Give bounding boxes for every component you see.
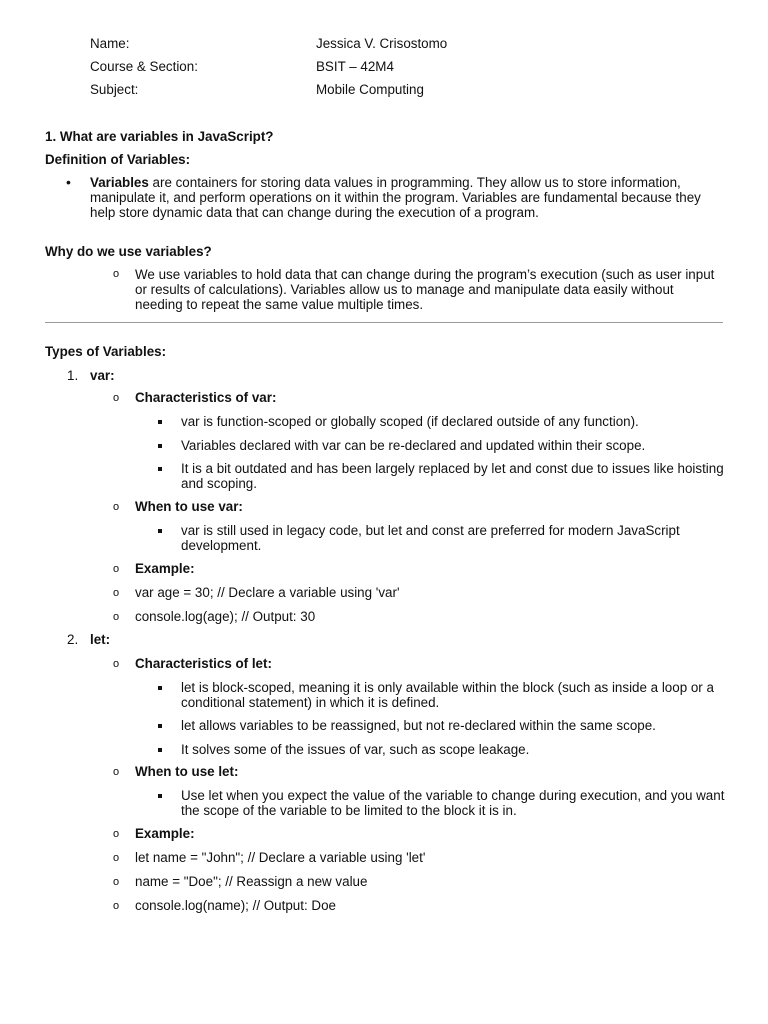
course-value: BSIT – 42M4 — [316, 59, 394, 74]
let-example-line: let name = "John"; // Declare a variable using 'let' — [135, 850, 426, 865]
why-paragraph: We use variables to hold data that can change during the program’s execution (such as user input or results of calculations). Variables allow us to manage and manipulate data easily without needing to repeat the same value multiple times. — [135, 267, 715, 312]
circle-bullet: o — [113, 766, 120, 778]
let-char-item: let allows variables to be reassigned, but not re-declared within the same scope. — [181, 718, 656, 733]
let-char-item: It solves some of the issues of var, such as scope leakage. — [181, 742, 530, 757]
circle-bullet: o — [113, 611, 120, 623]
var-char-item: var is function-scoped or globally scoped (if declared outside of any function). — [181, 414, 639, 429]
circle-bullet: o — [113, 900, 120, 912]
let-example-heading: Example: — [135, 826, 195, 841]
definition-text: are containers for storing data values in programming. They allow us to store information, manipulate it, and perform operations on it within the program. Variables are fundamental because they help store dynamic data that can change during the execution of a program. — [90, 175, 701, 220]
circle-bullet: o — [113, 828, 120, 840]
var-char-item: Variables declared with var can be re-declared and updated within their scope. — [181, 438, 646, 453]
var-when-heading: When to use var: — [135, 499, 243, 514]
let-when-item: Use let when you expect the value of the variable to change during execution, and you want the scope of the variable to be limited to the block it is in. — [181, 788, 725, 818]
circle-bullet: o — [113, 392, 120, 404]
var-characteristics-heading: Characteristics of var: — [135, 390, 277, 405]
circle-bullet: o — [113, 658, 120, 670]
var-example-line: var age = 30; // Declare a variable using 'var' — [135, 585, 400, 600]
definition-term: Variables — [90, 175, 149, 190]
var-number: 1. — [67, 368, 79, 383]
var-char-item: It is a bit outdated and has been largely replaced by let and const due to issues like hoisting and scoping. — [181, 461, 724, 491]
circle-bullet: o — [113, 852, 120, 864]
let-characteristics-heading: Characteristics of let: — [135, 656, 272, 671]
definition-heading: Definition of Variables: — [45, 152, 191, 167]
square-bullet — [158, 420, 162, 424]
let-when-heading: When to use let: — [135, 764, 239, 779]
circle-bullet: o — [113, 268, 120, 280]
square-bullet — [158, 444, 162, 448]
let-example-line: name = "Doe"; // Reassign a new value — [135, 874, 368, 889]
var-when-item: var is still used in legacy code, but let and const are preferred for modern JavaScript development. — [181, 523, 680, 553]
circle-bullet: o — [113, 587, 120, 599]
let-label: let: — [90, 632, 111, 647]
let-example-line: console.log(name); // Output: Doe — [135, 898, 336, 913]
course-label: Course & Section: — [90, 59, 198, 74]
square-bullet — [158, 529, 162, 533]
let-char-item: let is block-scoped, meaning it is only available within the block (such as inside a loop or a conditional statement) in which it is defined. — [181, 680, 714, 710]
circle-bullet: o — [113, 501, 120, 513]
subject-value: Mobile Computing — [316, 82, 424, 97]
circle-bullet: o — [113, 876, 120, 888]
square-bullet — [158, 724, 162, 728]
square-bullet — [158, 794, 162, 798]
square-bullet — [158, 467, 162, 471]
types-heading: Types of Variables: — [45, 344, 167, 359]
subject-label: Subject: — [90, 82, 139, 97]
var-example-line: console.log(age); // Output: 30 — [135, 609, 316, 624]
name-value: Jessica V. Crisostomo — [316, 36, 448, 51]
let-number: 2. — [67, 632, 79, 647]
square-bullet — [158, 748, 162, 752]
definition-paragraph — [90, 175, 724, 220]
circle-bullet: o — [113, 563, 120, 575]
name-label: Name: — [90, 36, 130, 51]
var-label: var: — [90, 368, 115, 383]
disc-bullet: • — [66, 174, 71, 190]
why-heading: Why do we use variables? — [45, 244, 212, 259]
square-bullet — [158, 686, 162, 690]
horizontal-rule — [45, 322, 723, 323]
question-title: 1. What are variables in JavaScript? — [45, 129, 274, 144]
var-example-heading: Example: — [135, 561, 195, 576]
